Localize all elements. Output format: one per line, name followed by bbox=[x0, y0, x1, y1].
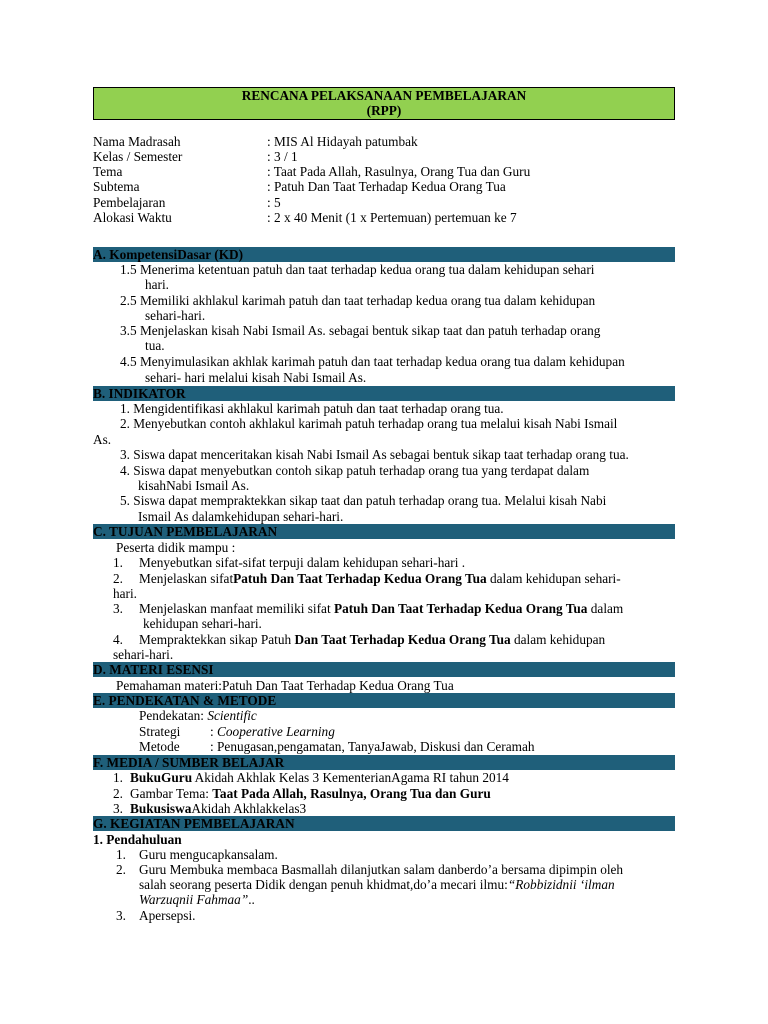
indicator-line: 3. Siswa dapat menceritakan kisah Nabi Ismail As sebagai bentuk sikap taat terhadap orang tua. bbox=[120, 447, 629, 462]
activity-item-cont: Warzuqnii Fahmaa”.. bbox=[139, 892, 255, 907]
material-line: Pemahaman materi:Patuh Dan Taat Terhadap Kedua Orang Tua bbox=[116, 678, 454, 693]
objective-item: Menyebutkan sifat-sifat terpuji dalam kehidupan sehari-hari . bbox=[139, 555, 466, 570]
activity-number: 2. bbox=[116, 862, 126, 877]
method-label: Metode bbox=[139, 739, 180, 754]
indicator-line: 4. Siswa dapat menyebutkan contoh sikap patuh terhadap orang tua yang terdapat dalam bbox=[120, 463, 590, 478]
document-title: RENCANA PELAKSANAAN PEMBELAJARAN bbox=[241, 88, 527, 103]
objective-item-cont: hari. bbox=[113, 586, 137, 601]
objective-item: Menjelaskan sifatPatuh Dan Taat Terhadap Kedua Orang Tua dalam kehidupan sehari- bbox=[139, 571, 621, 586]
identity-key: Tema bbox=[93, 164, 123, 179]
kd-line: sehari- hari melalui kisah Nabi Ismail As. bbox=[145, 370, 367, 385]
kd-line: 3.5 Menjelaskan kisah Nabi Ismail As. sebagai bentuk sikap taat dan patuh terhadap orang bbox=[120, 323, 601, 338]
section-heading-kd: A. KompetensiDasar (KD) bbox=[93, 247, 675, 262]
media-item: BukusiswaAkidah Akhlakkelas3 bbox=[130, 801, 307, 816]
kd-line: 4.5 Menyimulasikan akhlak karimah patuh dan taat terhadap kedua orang tua dalam kehidupan bbox=[120, 354, 625, 369]
objective-number: 4. bbox=[113, 632, 123, 647]
media-item: Gambar Tema: Taat Pada Allah, Rasulnya, Orang Tua dan Guru bbox=[130, 786, 491, 801]
kd-line: tua. bbox=[145, 338, 165, 353]
indicator-line: 1. Mengidentifikasi akhlakul karimah patuh dan taat terhadap orang tua. bbox=[120, 401, 504, 416]
media-number: 3. bbox=[113, 801, 123, 816]
section-heading-pendekatan: E. PENDEKATAN & METODE bbox=[93, 693, 675, 708]
document-subtitle: (RPP) bbox=[366, 103, 402, 118]
objective-item: Mempraktekkan sikap Patuh Dan Taat Terhadap Kedua Orang Tua dalam kehidupan bbox=[139, 632, 606, 647]
identity-value: : MIS Al Hidayah patumbak bbox=[267, 134, 418, 149]
objective-item-cont: sehari-hari. bbox=[113, 647, 174, 662]
objective-number: 1. bbox=[113, 555, 123, 570]
objective-number: 2. bbox=[113, 571, 123, 586]
section-heading-media: F. MEDIA / SUMBER BELAJAR bbox=[93, 755, 675, 770]
media-item: BukuGuru Akidah Akhlak Kelas 3 KementerianAgama RI tahun 2014 bbox=[130, 770, 509, 785]
identity-value: : 5 bbox=[267, 195, 281, 210]
kd-line: 1.5 Menerima ketentuan patuh dan taat terhadap kedua orang tua dalam kehidupan sehari bbox=[120, 262, 595, 277]
activity-number: 1. bbox=[116, 847, 126, 862]
section-heading-tujuan: C. TUJUAN PEMBELAJARAN bbox=[93, 524, 675, 539]
activity-number: 3. bbox=[116, 908, 126, 923]
activity-item-cont: salah seorang peserta Didik dengan penuh khidmat,do’a mecari ilmu:“Robbizidnii ‘ilman bbox=[139, 877, 615, 892]
identity-key: Subtema bbox=[93, 179, 140, 194]
strategy-value: : Cooperative Learning bbox=[210, 724, 335, 739]
objective-item: Menjelaskan manfaat memiliki sifat Patuh Dan Taat Terhadap Kedua Orang Tua dalam bbox=[139, 601, 624, 616]
indicator-line: 5. Siswa dapat mempraktekkan sikap taat dan patuh terhadap orang tua. Melalui kisah Nabi bbox=[120, 493, 607, 508]
document-title-box bbox=[93, 87, 675, 120]
section-heading-indikator: B. INDIKATOR bbox=[93, 386, 675, 401]
identity-key: Pembelajaran bbox=[93, 195, 166, 210]
kd-line: sehari-hari. bbox=[145, 308, 206, 323]
activity-item: Apersepsi. bbox=[139, 908, 196, 923]
activity-item: Guru mengucapkansalam. bbox=[139, 847, 278, 862]
kd-line: hari. bbox=[145, 277, 169, 292]
objective-intro: Peserta didik mampu : bbox=[116, 540, 236, 555]
identity-key: Kelas / Semester bbox=[93, 149, 183, 164]
identity-value: : Taat Pada Allah, Rasulnya, Orang Tua dan Guru bbox=[267, 164, 531, 179]
activity-item: Guru Membuka membaca Basmallah dilanjutkan salam danberdo’a bersama dipimpin oleh bbox=[139, 862, 624, 877]
media-number: 2. bbox=[113, 786, 123, 801]
kd-line: 2.5 Memiliki akhlakul karimah patuh dan taat terhadap kedua orang tua dalam kehidupan bbox=[120, 293, 596, 308]
identity-key: Alokasi Waktu bbox=[93, 210, 172, 225]
section-heading-materi: D. MATERI ESENSI bbox=[93, 662, 675, 677]
approach-line: Pendekatan: Scientific bbox=[139, 708, 257, 723]
objective-number: 3. bbox=[113, 601, 123, 616]
media-number: 1. bbox=[113, 770, 123, 785]
identity-value: : 3 / 1 bbox=[267, 149, 298, 164]
indicator-line: As. bbox=[93, 432, 112, 447]
method-value: : Penugasan,pengamatan, TanyaJawab, Diskusi dan Ceramah bbox=[210, 739, 535, 754]
activity-subheading: 1. Pendahuluan bbox=[93, 832, 182, 847]
indicator-line: 2. Menyebutkan contoh akhlakul karimah patuh terhadap orang tua melalui kisah Nabi Ismail bbox=[120, 416, 618, 431]
indicator-line: kisahNabi Ismail As. bbox=[138, 478, 250, 493]
objective-item-cont: kehidupan sehari-hari. bbox=[143, 616, 262, 631]
strategy-label: Strategi bbox=[139, 724, 181, 739]
identity-value: : Patuh Dan Taat Terhadap Kedua Orang Tua bbox=[267, 179, 506, 194]
indicator-line: Ismail As dalamkehidupan sehari-hari. bbox=[138, 509, 344, 524]
section-heading-kegiatan: G. KEGIATAN PEMBELAJARAN bbox=[93, 816, 675, 831]
identity-key: Nama Madrasah bbox=[93, 134, 181, 149]
identity-value: : 2 x 40 Menit (1 x Pertemuan) pertemuan ke 7 bbox=[267, 210, 517, 225]
